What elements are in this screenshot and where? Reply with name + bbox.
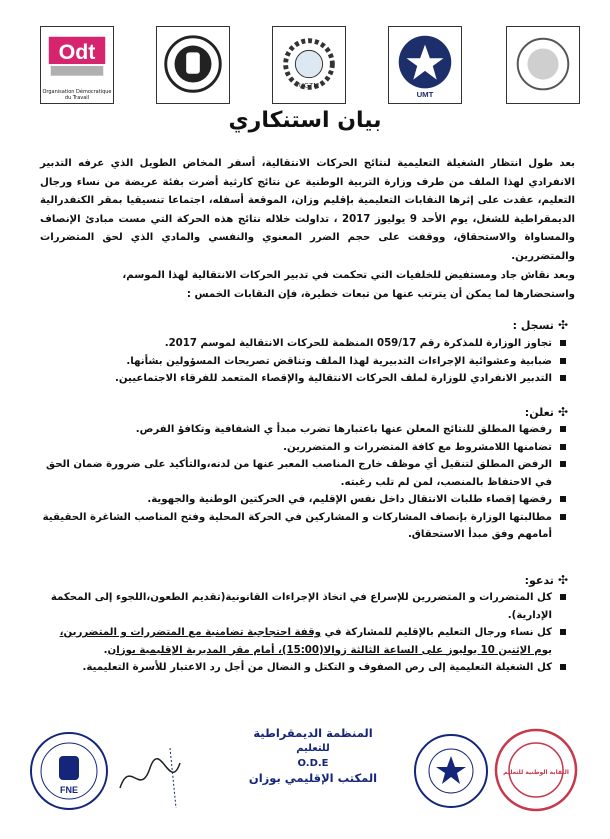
- ugtm-logo: [272, 26, 346, 104]
- call-item-2-lead: كل نساء ورجال التعليم بالإقليم للمشاركة في: [321, 627, 552, 638]
- list-item: كل المتضررات و المتضررين للإسراع في اتخاذ الإجراءات القانونية(تقديم الطعون،اللجوء إلى المحكمة الإدارية).: [40, 589, 570, 624]
- section-record-list: [40, 335, 570, 388]
- intro-paragraph: بعد طول انتظار الشغيلة التعليمية لنتائج الحركات الانتقالية، أسفر المخاض الطويل الذي عرفه التدبير الانفرادي لهذا الملف من طرف وزارة التربية الوطنية عن نتائج كارثية أضرت بفئة عريضة من نساء ورجال التعليم، عقدت على إثرها النقابات التعليمية بإقليم وزان، الموقعة أسفله، اجتماعا تنسيقيا بمقر الكنفدرالية الديمقراطية للشغل، يوم الأحد 9 يوليوز 2017 ، تداولت خلاله نتائج هذه الحركة التي مست مبادئ الإنصاف والمساواة والاستحقاق، ووقفت على حجم الضرر المعنوي والنفسي والمادي الذي لحق المتضررات والمتضررين.: [40, 158, 575, 262]
- call-item-2-end: .: [103, 644, 108, 656]
- list-item: تجاوز الوزارة للمذكرة رقم 059/17 المنظمة للحركات الانتقالية لموسم 2017.: [40, 335, 570, 353]
- list-item: مطالبتها الوزارة بإنصاف المشاركات و المشاركين في الحركة المحلية وفتح المناصب الشاغرة الحقيقية أمامهم وفق مبدأ الاستحقاق.: [40, 509, 570, 544]
- fne-logo: [156, 26, 230, 104]
- debate-paragraph: [40, 267, 575, 304]
- list-item: رفضها إقصاء طلبات الانتقال داخل نفس الإقليم، في الحركتين الوطنية والجهوية.: [40, 491, 570, 509]
- fne-stamp: [28, 730, 110, 812]
- list-item: الرفض المطلق لتنقيل أي موظف خارج المناصب المعبر عنها من لدنه،والتأكيد على ضرورة ضمان الحق في الاحتفاظ بالمنصب، لمن لم تلب رغبته.: [40, 456, 570, 491]
- cdt-logo: [506, 26, 580, 104]
- handwritten-signature: [110, 738, 200, 818]
- list-item: تضامنها اللامشروط مع كافة المتضررات و المتضررين.: [40, 439, 570, 457]
- debate-line-2: واستحضارها لما يمكن أن يترتب عنها من تبعات خطيرة، فإن النقابات الخمس :: [186, 288, 575, 300]
- ode-stamp-line-1: المنظمة الديمقراطية: [253, 726, 373, 740]
- ugtm-logo-text: UGTM: [298, 82, 320, 90]
- ode-stamp-line-2: للتعليم: [296, 743, 330, 754]
- list-item: [40, 624, 570, 659]
- header-logos: [40, 26, 580, 104]
- list-item: رفضها المطلق للنتائج المعلن عنها باعتبارها تضرب مبدأ ي الشفافية وتكافؤ الفرص.: [40, 421, 570, 439]
- odt-logo-caption: Organisation Démocratique du Travail: [42, 89, 112, 101]
- umt-logo: [388, 26, 462, 104]
- section-announce-list: [40, 421, 570, 544]
- umt-logo-text: UMT: [416, 90, 434, 100]
- section-record-heading: ✣تسجل :: [512, 318, 568, 332]
- section-call-heading: ✣تدعو:: [524, 573, 568, 587]
- fne-stamp-text: FNE: [60, 785, 78, 795]
- list-item: كل الشغيلة التعليمية إلى رص الصفوف و التكتل و النضال من أجل رد الاعتبار للأسرة التعليمية.: [40, 659, 570, 677]
- odt-logo-text: Odt: [58, 40, 96, 65]
- cdt-stamp: [492, 726, 580, 814]
- ode-stamp-line-4: المكتب الإقليمي بوزان: [248, 771, 378, 785]
- call-item-2-highlight: وقفة احتجاجية تضامنية مع المتضررات و المتضررين، يوم الإثنين 10 يوليوز على الساعة الثالثة زوالا(15:00)، أمام مقر المديرية الإقليمية بوزان: [59, 627, 552, 656]
- ode-stamp-line-3: O.D.E: [297, 758, 329, 769]
- section-announce-heading: ✣تعلن:: [524, 405, 568, 419]
- section-call-list: [40, 589, 570, 677]
- cdt-stamp-text: النقابة الوطنية للتعليم: [503, 769, 569, 776]
- list-item: التدبير الانفرادي للوزارة لملف الحركات الانتقالية والإقصاء المتعمد للفرقاء الاجتماعيين.: [40, 370, 570, 388]
- ode-stamp: [238, 726, 388, 786]
- document-title: بيان استنكاري: [228, 108, 382, 133]
- debate-line-1: وبعد نقاش جاد ومستفيض للخلفيات التي تحكمت في تدبير الحركات الانتقالية لهذا الموسم،: [122, 270, 575, 281]
- odt-logo: [40, 26, 114, 104]
- list-item: ضبابية وعشوائية الإجراءات التدبيرية لهذا الملف وتناقض تصريحات المسؤولين بشأنها.: [40, 353, 570, 371]
- umt-stamp: [412, 732, 490, 810]
